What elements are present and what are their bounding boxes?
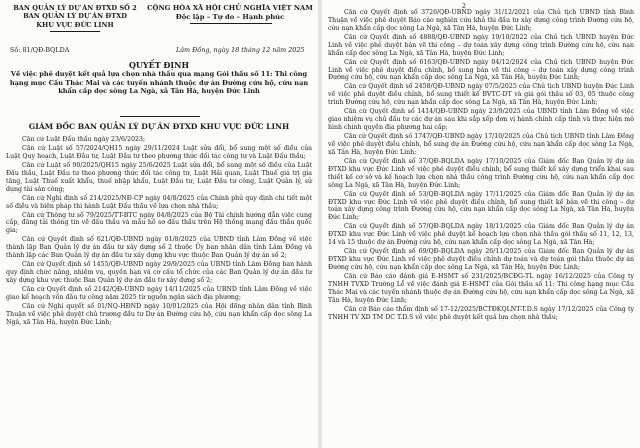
legal-basis-item: Căn cứ Quyết định số 621/QĐ-UBND ngày 01/8/2025 của UBND tỉnh Lâm Đồng về việc thành lập Ban Quản lý dự án đầu tư xây dựng số 2 thuộc Ủy ban nhân dân tỉnh Lâm Đồng và thành lập các Ban Quản lý dự án đầu tư xây dựng khu vực thuộc Ban Quản lý dự án số 2;	[6, 236, 312, 260]
decision-subject: Về việc phê duyệt kết quả lựa chọn nhà thầu qua mạng Gói thầu số 11: Thi công hạng mục Cầu Thác Mai và các tuyến nhánh thuộc dự án Đường cứu hộ, cứu nạn khẩn cấp dọc sông La Ngà, xã Tân Hà, huyện Đức Linh	[9, 70, 309, 96]
national-title: CỘNG HÒA XÃ HỘI CHỦ NGHĨA VIỆT NAM	[147, 4, 313, 12]
document-page-2	[322, 0, 640, 448]
legal-basis-item: Căn cứ Báo cáo thẩm định số 17-12/2025/BCTĐKQLNT-T.D.S ngày 17/12/2025 của Công ty TNHH TV XD TM DC T.D.S về việc phê duyệt kết quả lựa chọn nhà thầu;	[328, 305, 634, 321]
place-date: Lâm Đồng, ngày 18 tháng 12 năm 2025	[176, 46, 305, 54]
legal-basis-item: Căn cứ Thông tư số 79/2025/TT-BTC ngày 04/8/2025 của Bộ Tài chính hướng dẫn việc cung cấp, đăng tải thông tin về đấu thầu và mẫu hồ sơ đấu thầu trên Hệ thống mạng đấu thầu quốc gia;	[6, 211, 312, 235]
org-underline	[50, 31, 100, 32]
document-number: Số: 81/QĐ-BQLDA	[10, 46, 70, 54]
legal-basis-item: Căn cứ Quyết định số 4888/QĐ-UBND ngày 19/10/2022 của Chủ tịch UBND huyện Đức Linh về việc phê duyệt bản vẽ thi công – dự toán xây dựng công trình Đường cứu hộ, cứu nạn khẩn cấp dọc sông La Ngà, xã Tân Hà, huyện Đức Linh;	[328, 33, 634, 57]
legal-basis-list-left	[6, 136, 312, 328]
legal-basis-list-right	[328, 9, 634, 323]
national-motto: Độc lập – Tự do – Hạnh phúc	[175, 13, 285, 21]
legal-basis-item: Căn cứ Luật số 90/2025/QH15 ngày 25/6/2025 Luật sửa đổi, bổ sung một số điều của Luật Đấu thầu, Luật Đầu tư theo phương thức đối tác công tư, Luật Hải quan, Luật Thuế giá trị gia tăng, Luật Thuế xuất khẩu, thuế nhập khẩu, Luật Đầu tư, Luật Đầu tư công, Luật Quản lý, sử dụng tài sản công;	[6, 161, 312, 193]
decision-title: QUYẾT ĐỊNH	[128, 60, 190, 70]
document-page-1	[0, 0, 318, 448]
legal-basis-item: Căn cứ Quyết định số 6163/QĐ-UBND ngày 04/12/2024 của Chủ tịch UBND huyện Đức Linh về việc phê duyệt điều chỉnh, bổ sung bản vẽ thi công – dự toán xây dựng công trình Đường cứu hộ, cứu nạn khẩn cấp dọc sông La Ngà, xã Tân Hà, huyện Đức Linh;	[328, 58, 634, 82]
legal-basis-item: Căn cứ Báo cáo đánh giá E-HSMT số 231/2025/BCĐG-TL ngày 16/12/2025 của Công ty TNHH TVXD Trường Lễ về việc đánh giá E-HSMT của Gói thầu số 11: Thi công hạng mục Cầu Thác Mai và các tuyến nhánh thuộc dự án Đường cứu hộ, cứu nạn khẩn cấp dọc sông La Ngà, xã Tân Hà, huyện Đức Linh;	[328, 272, 634, 304]
motto-underline	[190, 23, 272, 24]
issuing-authority: GIÁM ĐỐC BAN QUẢN LÝ DỰ ÁN ĐTXD KHU VỰC ĐỨC LINH	[28, 122, 290, 131]
page-number: 2	[462, 3, 466, 10]
org-name-line-1: BAN QUẢN LÝ DỰ ÁN ĐTXD SỐ 2	[13, 4, 137, 12]
legal-basis-item: Căn cứ Quyết định số 2458/QĐ-UBND ngày 07/5/2025 của Chủ tịch UBND huyện Đức Linh về việc phê duyệt điều chỉnh, bổ sung thiết kế BVTC-DT và giá gói thầu số 03, 05 thuộc công trình Đường cứu hộ, cứu nạn khẩn cấp dọc sông La Ngà, xã Tân Hà, huyện Đức Linh;	[328, 83, 634, 107]
legal-basis-item: Căn cứ Quyết định số 1414/QĐ-UBND ngày 23/9/2025 của UBND tỉnh Lâm Đồng về việc giao nhiệm vụ chủ đầu tư các dự án sau khi sắp xếp đơn vị hành chính cấp tỉnh và thực hiện mô hình chính quyền địa phương hai cấp;	[328, 108, 634, 132]
legal-basis-item: Căn cứ Luật số 57/2024/QH15 ngày 29/11/2024 Luật sửa đổi, bổ sung một số điều của Luật Quy hoạch, Luật Đầu tư, Luật Đầu tư theo phương thức đối tác công tư và Luật Đấu thầu;	[6, 145, 312, 160]
org-name-line-3: KHU VỰC ĐỨC LINH	[36, 20, 114, 29]
document-header	[0, 4, 318, 58]
legal-basis-item: Căn cứ Nghị định số 214/2025/NĐ-CP ngày 04/8/2025 của Chính phủ quy định chi tiết một số điều và biện pháp thi hành Luật Đấu thầu về lựa chọn nhà thầu;	[6, 194, 312, 210]
subject-underline	[120, 116, 200, 117]
legal-basis-item: Căn cứ Luật Đấu thầu ngày 23/6/2023;	[22, 136, 146, 143]
legal-basis-item: Căn cứ Nghị quyết số 01/NQ-HĐND ngày 10/01/2025 của Hội đồng nhân dân tỉnh Bình Thuận về việc phê duyệt chủ trương đầu tư Dự án Đường cứu hộ, cứu nạn khẩn cấp dọc sông La Ngà, xã Tân Hà, huyện Đức Linh;	[6, 302, 312, 326]
legal-basis-item: Căn cứ Quyết định số 69/QĐ-BQLDA ngày 26/11/2025 của Giám đốc Ban Quản lý dự án ĐTXD khu vực Đức Linh về việc phê duyệt điều chỉnh dự toán và dự toán gói thầu thuộc dự án Đường cứu hộ, cứu nạn khẩn cấp dọc sông La Ngà, xã Tân Hà, huyện Đức Linh;	[328, 248, 634, 271]
legal-basis-item: Căn cứ Quyết định số 37/QĐ-BQLDA ngày 17/10/2025 của Giám đốc Ban Quản lý dự án ĐTXD khu vực Đức Linh về việc phê duyệt điều chỉnh, bổ sung thiết kế xây dựng triển khai sau thiết kế cơ sở và kế hoạch lựa chọn nhà thầu công trình Đường cứu hộ, cứu nạn khẩn cấp dọc sông La Ngà, xã Tân Hà, huyện Đức Linh;	[328, 157, 634, 189]
legal-basis-item: Căn cứ Quyết định số 57/QĐ-BQLDA ngày 18/11/2025 của Giám đốc Ban Quản lý dự án ĐTXD khu vực Đức Linh về việc phê duyệt kế hoạch lựa chọn nhà thầu gói thầu số 11, 12, 13, 14 và 15 thuộc dự án Đường cứu hộ, cứu nạn khẩn cấp dọc sông La Ngà, xã Tân Hà;	[328, 223, 634, 247]
legal-basis-item: Căn cứ Quyết định số 1747/QĐ-UBND ngày 17/10/2025 của Chủ tịch UBND tỉnh Lâm Đồng về việc phê duyệt điều chỉnh, bổ sung dự án Đường cứu hộ, cứu nạn khẩn cấp dọc sông La Ngà, xã Tân Hà, huyện Đức Linh;	[328, 133, 634, 156]
legal-basis-item: Căn cứ Quyết định số 1455/QĐ-UBND ngày 29/9/2025 của UBND tỉnh Lâm Đồng ban hành quy định chức năng, nhiệm vụ, quyền hạn và cơ cấu tổ chức của các Ban Quản lý dự án đầu tư xây dựng khu vực thuộc Ban Quản lý dự án đầu tư xây dựng số 2;	[6, 261, 312, 284]
legal-basis-item: Căn cứ Quyết định số 53/QĐ-BQLDA ngày 17/11/2025 của Giám đốc Ban Quản lý dự án ĐTXD khu vực Đức Linh về việc phê duyệt điều chỉnh, bổ sung thiết kế bản vẽ thi công – dự toán xây dựng công trình Đường cứu hộ, cứu nạn khẩn cấp dọc sông La Ngà, xã Tân Hà, huyện Đức Linh;	[328, 190, 634, 222]
org-name-line-2: BAN QUẢN LÝ DỰ ÁN ĐTXD	[23, 12, 127, 21]
legal-basis-item: Căn cứ Quyết định số 3726/QĐ-UBND ngày 31/12/2021 của Chủ tịch UBND tỉnh Bình Thuận về việc phê duyệt Báo cáo nghiên cứu khả thi đầu tư xây dựng công trình Đường cứu hộ, cứu nạn khẩn cấp dọc sông La Ngà, xã Tân Hà, huyện Đức Linh;	[328, 9, 634, 32]
legal-basis-item: Căn cứ Quyết định số 2142/QĐ-UBND ngày 14/11/2025 của UBND tỉnh Lâm Đồng về việc giao kế hoạch vốn đầu tư công năm 2025 từ nguồn ngân sách địa phương;	[6, 285, 312, 301]
